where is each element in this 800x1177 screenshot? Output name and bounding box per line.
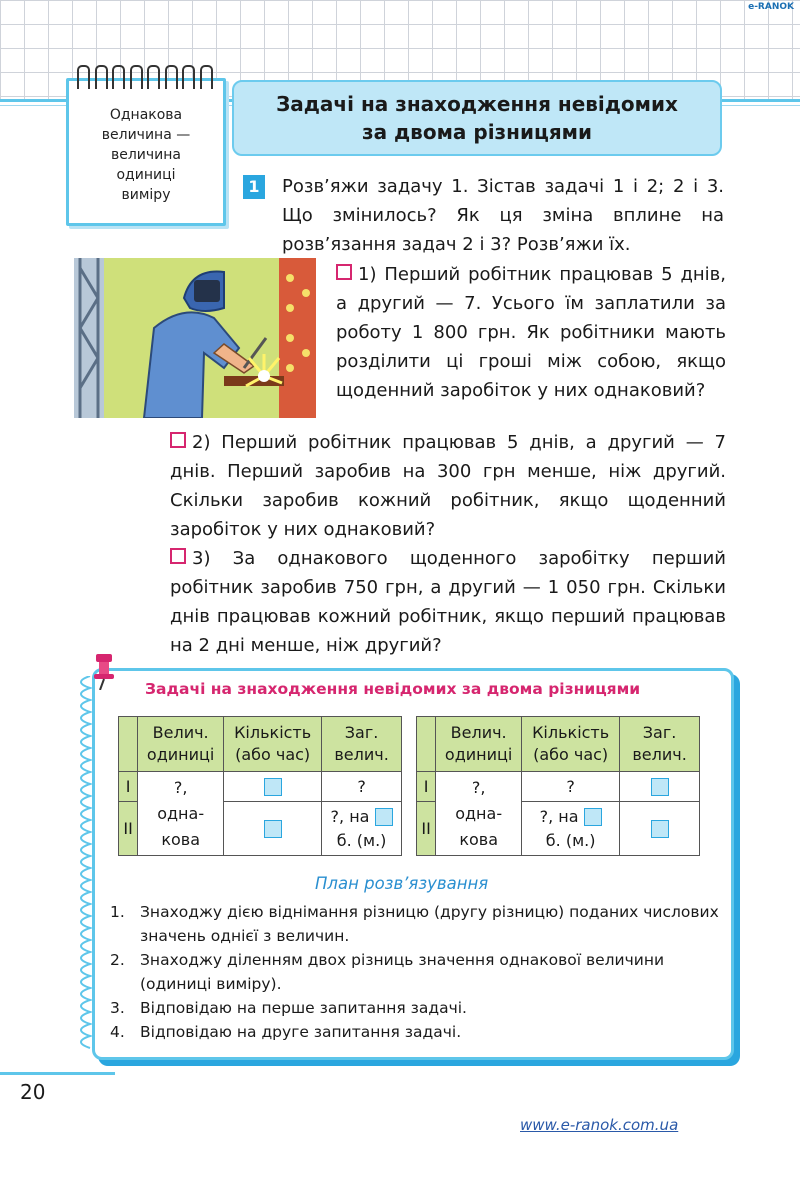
notepad-rings [75,65,215,93]
scheme-table-1 [118,716,402,856]
header-quantity: Кількість (або час) [224,717,322,772]
header-total: Заг. велич. [322,717,402,772]
plan-step: 1. Знаходжу дією віднімання різницю (другу різницю) поданих числових значень однієї з величин. [110,903,719,945]
spiral-binding-icon [70,676,96,1056]
checkbox-icon [336,264,352,280]
blank-square-icon [651,820,669,838]
row-label: І [119,772,138,802]
total-cell: ? [322,772,402,802]
quantity-cell: ?, на б. (м.) [522,802,620,856]
row-label: І [417,772,436,802]
lesson-title: Задачі на знаходження невідомих за двома різницями [232,80,722,156]
header-total: Заг. велич. [620,717,700,772]
total-cell [620,772,700,802]
definition-notepad [66,78,226,226]
blank-square-icon [264,820,282,838]
quantity-cell [224,802,322,856]
task-intro: Розв’яжи задачу 1. Зістав задачі 1 і 2; 2 і 3. Що змінилось? Як ця зміна вплине на розв’язання задач 2 і 3? Розв’яжи їх. [282,176,724,255]
row-label: ІІ [417,802,436,856]
plan-title: План розв’язування [315,874,489,893]
blank-square-icon [584,808,602,826]
total-cell [620,802,700,856]
plan-list [110,900,720,1044]
total-cell: ?, на б. (м.) [322,802,402,856]
quantity-cell: ? [522,772,620,802]
definition-text: Однакова величина — величина одиниці виміру [101,107,191,203]
problem-1: 1) Перший робітник працював 5 днів, а другий — 7. Усього їм заплатили за роботу 1 800 грн. Як робітники мають розділити ці гроші між собою, якщо щоденний заробіток у них однаковий? [336,264,726,401]
quantity-cell [224,772,322,802]
publisher-logo: e-RANOK [748,2,794,12]
task-number-badge: 1 [243,175,265,199]
header-unit-value: Велич. одиниці [436,717,522,772]
row-label: ІІ [119,802,138,856]
problem-3: 3) За однакового щоденного заробітку перший робітник заробив 750 грн, а другий — 1 050 грн. Скільки днів працював кожний робітник, якщо перший працював на 2 дні менше, ніж другий? [170,548,726,656]
plan-step: 4. Відповідаю на друге запитання задачі. [110,1023,462,1041]
blank-square-icon [375,808,393,826]
plan-step: 2. Знаходжу діленням двох різниць значення однакової величини (одиниці виміру). [110,951,665,993]
unit-value-cell: ?, одна- кова [138,772,224,856]
checkbox-icon [170,432,186,448]
header-quantity: Кількість (або час) [522,717,620,772]
plan-step: 3. Відповідаю на перше запитання задачі. [110,999,467,1017]
scheme-table-2 [416,716,700,856]
pushpin-icon [90,650,118,690]
header-unit-value: Велич. одиниці [138,717,224,772]
page-number: 20 [20,1080,46,1104]
checkbox-icon [170,548,186,564]
blank-square-icon [651,778,669,796]
scheme-title: Задачі на знаходження невідомих за двома різницями [145,680,641,698]
problem-2: 2) Перший робітник працював 5 днів, а другий — 7 днів. Перший заробив на 300 грн менше, ніж другий. Скільки заробив кожний робітник, якщо щоденний заробіток у них однаковий? [170,432,726,540]
welder-illustration [74,258,316,418]
unit-value-cell: ?, одна- кова [436,772,522,856]
blank-square-icon [264,778,282,796]
footer-divider [0,1072,115,1075]
publisher-link[interactable]: www.e-ranok.com.ua [520,1116,679,1134]
